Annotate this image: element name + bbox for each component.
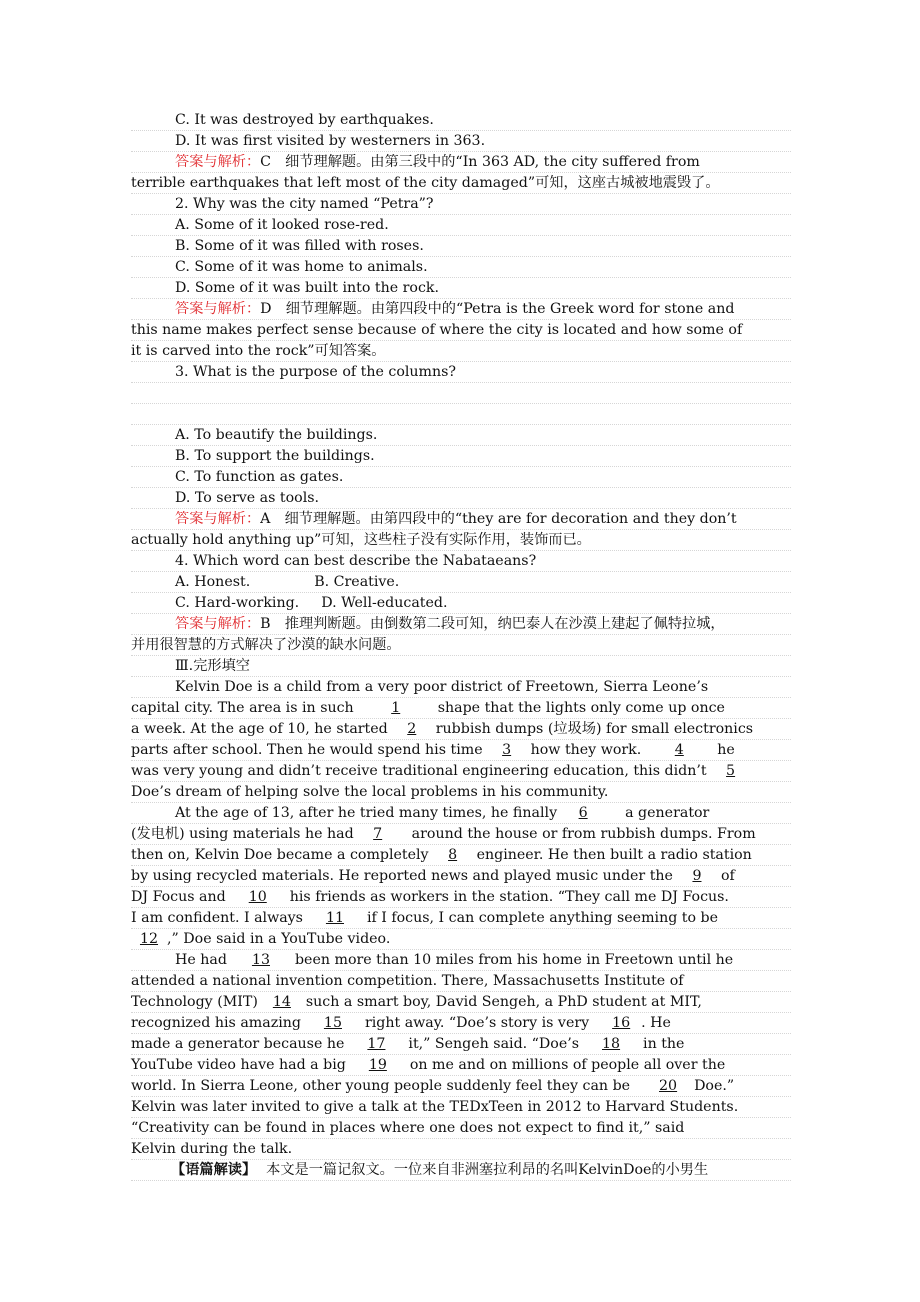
reading-text: 本文是一篇记叙文。一位来自非洲塞拉利昂的名叫KelvinDoe的小男生 — [266, 1162, 709, 1178]
q2-option-d: D. Some of it was built into the rock. — [131, 278, 791, 299]
answer-label: 答案与解析： — [175, 511, 261, 527]
cloze-blank: 4 — [674, 742, 684, 758]
cloze-blank: 5 — [726, 763, 736, 779]
cloze-blank: 20 — [659, 1078, 678, 1094]
q3-answer-text-2: actually hold anything up”可知，这些柱子没有实际作用，装饰而已。 — [131, 530, 791, 551]
cloze-blank: 17 — [367, 1036, 386, 1052]
q2-answer-line — [131, 299, 791, 320]
cloze-line: Kelvin during the talk. — [131, 1139, 791, 1160]
q1-answer-text: C 细节理解题。由第三段中的“In 363 AD, the city suffered from — [260, 154, 700, 170]
document-page — [131, 110, 791, 1181]
cloze-blank: 1 — [391, 700, 401, 716]
q2-option-a: A. Some of it looked rose-red. — [131, 215, 791, 236]
cloze-line: world. In Sierra Leone, other young people suddenly feel they can be 20 Doe.” — [131, 1076, 791, 1097]
section-heading: Ⅲ.完形填空 — [131, 656, 791, 677]
answer-label: 答案与解析： — [175, 301, 261, 317]
answer-label: 答案与解析： — [175, 154, 261, 170]
q3-option-d: D. To serve as tools. — [131, 488, 791, 509]
cloze-line: a week. At the age of 10, he started 2 rubbish dumps (垃圾场) for small electronics — [131, 719, 791, 740]
cloze-line: Kelvin was later invited to give a talk at the TEDxTeen in 2012 to Harvard Students. — [131, 1097, 791, 1118]
cloze-line: He had 13 been more than 10 miles from his home in Freetown until he — [131, 950, 791, 971]
q3-answer-text: A 细节理解题。由第四段中的“they are for decoration and they don’t — [260, 511, 737, 527]
cloze-line: by using recycled materials. He reported news and played music under the 9 of — [131, 866, 791, 887]
cloze-line: parts after school. Then he would spend his time 3 how they work. 4 he — [131, 740, 791, 761]
cloze-blank: 9 — [692, 868, 702, 884]
cloze-blank: 13 — [251, 952, 270, 968]
q4-answer-line — [131, 614, 791, 635]
answer-label: 答案与解析： — [175, 616, 261, 632]
q4-option-c: C. Hard-working. — [175, 595, 300, 611]
cloze-line: 12 ,” Doe said in a YouTube video. — [131, 929, 791, 950]
q1-answer-text-2: terrible earthquakes that left most of the city damaged”可知，这座古城被地震毁了。 — [131, 173, 791, 194]
cloze-line: I am confident. I always 11 if I focus, I can complete anything seeming to be — [131, 908, 791, 929]
reading-label: 【语篇解读】 — [171, 1162, 257, 1178]
q1-option-d: D. It was first visited by westerners in 363. — [131, 131, 791, 152]
q4-answer-text-2: 并用很智慧的方式解决了沙漠的缺水问题。 — [131, 635, 791, 656]
reading-analysis-line — [131, 1160, 791, 1181]
cloze-blank: 8 — [448, 847, 458, 863]
cloze-blank: 3 — [502, 742, 512, 758]
cloze-line: Technology (MIT) 14 such a smart boy, David Sengeh, a PhD student at MIT, — [131, 992, 791, 1013]
q4-option-b: B. Creative. — [314, 574, 400, 590]
cloze-line: At the age of 13, after he tried many times, he finally 6 a generator — [131, 803, 791, 824]
cloze-line: (发电机) using materials he had 7 around the house or from rubbish dumps. From — [131, 824, 791, 845]
q3-option-b: B. To support the buildings. — [131, 446, 791, 467]
cloze-blank: 12 — [139, 931, 159, 947]
blank-line — [131, 383, 791, 404]
cloze-blank: 7 — [373, 826, 383, 842]
q3-stem: 3. What is the purpose of the columns? — [131, 362, 791, 383]
cloze-line: capital city. The area is in such 1 shape that the lights only come up once — [131, 698, 791, 719]
q2-answer-text: D 细节理解题。由第四段中的“Petra is the Greek word for stone and — [260, 301, 735, 317]
q2-stem: 2. Why was the city named “Petra”? — [131, 194, 791, 215]
cloze-blank: 16 — [612, 1015, 631, 1031]
cloze-line: made a generator because he 17 it,” Sengeh said. “Doe’s 18 in the — [131, 1034, 791, 1055]
q3-option-c: C. To function as gates. — [131, 467, 791, 488]
q4-options-ab — [131, 572, 791, 593]
cloze-line: YouTube video have had a big 19 on me and on millions of people all over the — [131, 1055, 791, 1076]
cloze-line: Kelvin Doe is a child from a very poor district of Freetown, Sierra Leone’s — [131, 677, 791, 698]
cloze-blank: 6 — [578, 805, 588, 821]
cloze-line: was very young and didn’t receive traditional engineering education, this didn’t 5 — [131, 761, 791, 782]
cloze-blank: 18 — [602, 1036, 621, 1052]
cloze-line: then on, Kelvin Doe became a completely 8 engineer. He then built a radio station — [131, 845, 791, 866]
q4-options-cd — [131, 593, 791, 614]
blank-line — [131, 404, 791, 425]
cloze-blank: 15 — [323, 1015, 342, 1031]
cloze-blank: 2 — [407, 721, 417, 737]
cloze-line: attended a national invention competition. There, Massachusetts Institute of — [131, 971, 791, 992]
cloze-line: DJ Focus and 10 his friends as workers in the station. “They call me DJ Focus. — [131, 887, 791, 908]
cloze-blank: 11 — [325, 910, 344, 926]
q2-option-c: C. Some of it was home to animals. — [131, 257, 791, 278]
q1-answer-line — [131, 152, 791, 173]
cloze-blank: 14 — [272, 994, 291, 1010]
q1-option-c: C. It was destroyed by earthquakes. — [131, 110, 791, 131]
cloze-blank: 10 — [248, 889, 267, 905]
q4-option-a: A. Honest. — [175, 574, 251, 590]
cloze-blank: 19 — [368, 1057, 387, 1073]
q2-answer-text-3: it is carved into the rock”可知答案。 — [131, 341, 791, 362]
q2-option-b: B. Some of it was filled with roses. — [131, 236, 791, 257]
q4-option-d: D. Well-educated. — [321, 595, 448, 611]
q3-answer-line — [131, 509, 791, 530]
q4-answer-text: B 推理判断题。由倒数第二段可知，纳巴泰人在沙漠上建起了佩特拉城， — [260, 616, 725, 632]
cloze-line: Doe’s dream of helping solve the local problems in his community. — [131, 782, 791, 803]
q4-stem: 4. Which word can best describe the Nabataeans? — [131, 551, 791, 572]
q3-option-a: A. To beautify the buildings. — [131, 425, 791, 446]
cloze-line: recognized his amazing 15 right away. “Doe’s story is very 16 . He — [131, 1013, 791, 1034]
q2-answer-text-2: this name makes perfect sense because of where the city is located and how some of — [131, 320, 791, 341]
cloze-line: “Creativity can be found in places where one does not expect to find it,” said — [131, 1118, 791, 1139]
